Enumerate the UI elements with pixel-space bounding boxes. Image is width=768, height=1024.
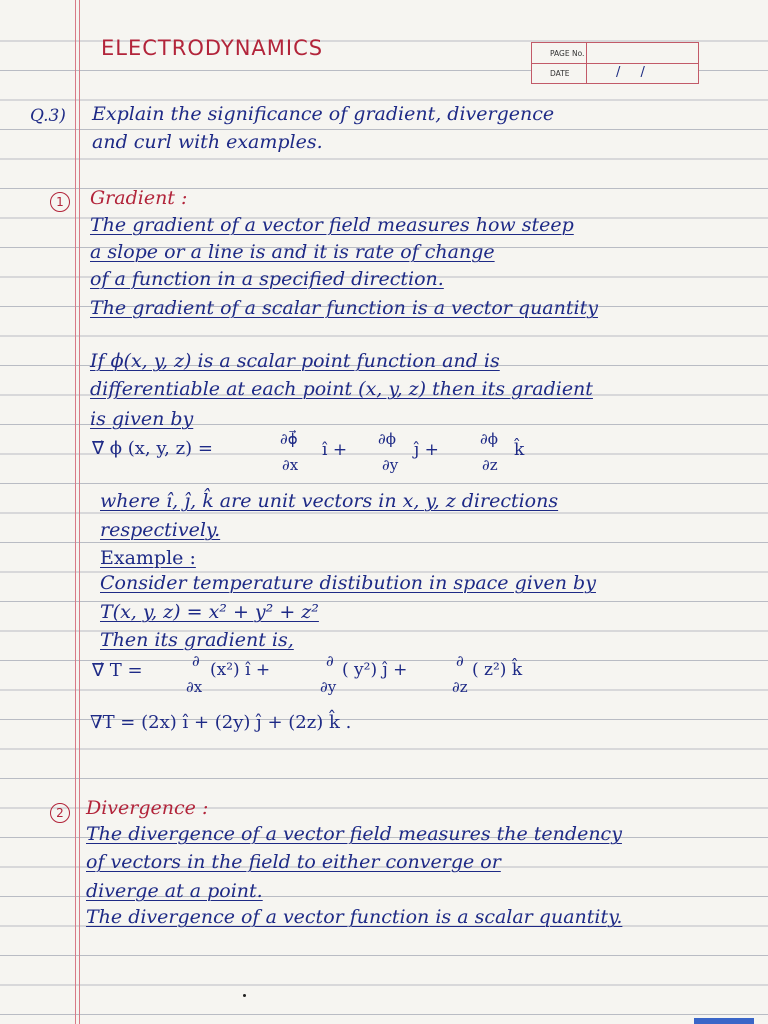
margin-line xyxy=(75,0,76,1024)
formula-lhs: ∇⃗ ϕ (x, y, z) = xyxy=(92,438,213,459)
paragraph-line: of vectors in the field to either converge or xyxy=(86,851,501,873)
page-edge-tab xyxy=(694,1018,754,1024)
date-value: / / xyxy=(616,65,653,80)
formula-numerator: ∂ϕ xyxy=(480,430,498,448)
formula-lhs: ∇⃗ T = xyxy=(92,660,143,681)
paragraph-line: respectively. xyxy=(100,519,221,541)
formula-numerator: ∂ϕ⃗ xyxy=(280,430,298,448)
question-number: Q.3) xyxy=(30,106,66,126)
formula-numerator: ∂ϕ xyxy=(378,430,396,448)
paragraph-line: T(x, y, z) = x² + y² + z² xyxy=(100,601,319,623)
paragraph-line: The divergence of a vector function is a scalar quantity. xyxy=(86,906,623,928)
paragraph-line: If ϕ(x, y, z) is a scalar point function and is xyxy=(90,350,500,372)
formula-numerator: ∂ xyxy=(326,652,334,670)
formula-denominator: ∂z xyxy=(482,456,498,474)
formula-term: ( z²) k̂ xyxy=(472,660,523,680)
divergence-heading: Divergence : xyxy=(86,797,209,819)
paragraph-line: The divergence of a vector field measures the tendency xyxy=(86,823,622,845)
formula-denominator: ∂x xyxy=(282,456,299,474)
margin-line xyxy=(79,0,80,1024)
formula-denominator: ∂y xyxy=(320,678,337,696)
paragraph-line: The gradient of a vector field measures how steep xyxy=(90,214,574,236)
paragraph-line: of a function in a specified direction. xyxy=(90,268,444,290)
formula-term: ĵ + xyxy=(414,440,439,460)
formula-term: ( y²) ĵ + xyxy=(342,660,408,680)
paragraph-line: Then its gradient is, xyxy=(100,629,294,651)
paragraph-line: is given by xyxy=(90,408,194,430)
question-line: and curl with examples. xyxy=(92,131,323,153)
paragraph-line: diverge at a point. xyxy=(86,880,263,902)
formula-term: (x²) î + xyxy=(210,660,271,680)
page-date-box xyxy=(531,42,699,84)
formula-denominator: ∂y xyxy=(382,456,399,474)
page-no-label: PAGE No. xyxy=(550,49,585,58)
formula-numerator: ∂ xyxy=(456,652,464,670)
ink-dot xyxy=(243,994,246,997)
formula-term: î + xyxy=(322,440,348,460)
formula-numerator: ∂ xyxy=(192,652,200,670)
page-title: ELECTRODYNAMICS xyxy=(101,36,324,60)
paragraph-line: where î, ĵ, k̂ are unit vectors in x, y, z directions xyxy=(100,490,559,512)
gradient-heading: Gradient : xyxy=(90,187,188,209)
paragraph-line: The gradient of a scalar function is a vector quantity xyxy=(90,297,598,319)
paragraph-line: differentiable at each point (x, y, z) then its gradient xyxy=(90,378,593,400)
formula-term: k̂ xyxy=(514,440,525,460)
date-label: DATE xyxy=(550,69,570,78)
formula-denominator: ∂z xyxy=(452,678,468,696)
formula-denominator: ∂x xyxy=(186,678,203,696)
question-line: Explain the significance of gradient, divergence xyxy=(92,103,555,125)
paragraph-line: Consider temperature distibution in space given by xyxy=(100,572,596,594)
section-number-marker: 2 xyxy=(50,803,70,823)
paragraph-line: a slope or a line is and it is rate of change xyxy=(90,241,495,263)
result-formula: ∇T = (2x) î + (2y) ĵ + (2z) k̂ . xyxy=(90,712,352,733)
example-label: Example : xyxy=(100,547,196,569)
section-number-marker: 1 xyxy=(50,192,70,212)
